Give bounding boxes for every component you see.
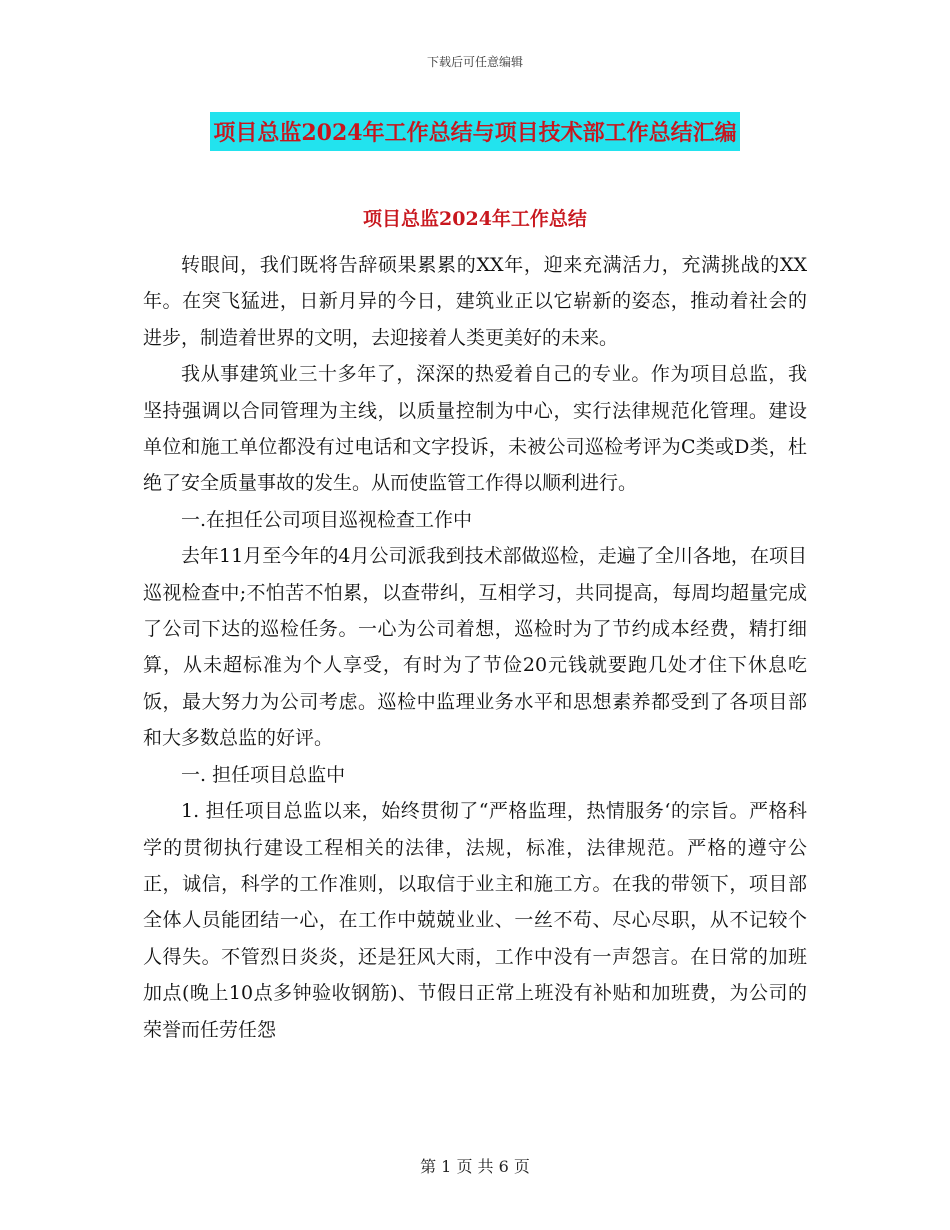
paragraph-director: 1. 担任项目总监以来，始终贯彻了“严格监理，热情服务‘的宗旨。严格科学的贯彻执行建设工程相关的法律，法规，标准，法律规范。严格的遵守公正，诚信，科学的工作准则，以取信于业主和施工方。在我的带领下，项目部全体人员能团结一心，在工作中兢兢业业、一丝不苟、尽心尽职，从不记较个人得失。不管烈日炎炎，还是狂风大雨，工作中没有一声怨言。在日常的加班加点(晚上10点多钟验收钢筋)、节假日正常上班没有补贴和加班费，为公司的荣誉而任劳任怨: [143, 800, 807, 1041]
paragraph-heading-inspection: 一.在担任公司项目巡视检查工作中: [181, 508, 473, 531]
paragraph-heading-director: 一. 担任项目总监中: [181, 763, 346, 786]
paragraph-inspection: 去年11月至今年的4月公司派我到技术部做巡检，走遍了全川各地，在项目巡视检查中;不怕苦不怕累，以查带纠，互相学习，共同提高，每周均超量完成了公司下达的巡检任务。一心为公司着想，巡检时为了节约成本经费，精打细算，从未超标准为个人享受，有时为了节俭20元钱就要跑几处才住下休息吃饭，最大努力为公司考虑。巡检中监理业务水平和思想素养都受到了各项目部和大多数总监的好评。: [143, 545, 807, 750]
document-title: 项目总监2024年工作总结与项目技术部工作总结汇编: [210, 112, 739, 151]
paragraph-intro: 转眼间，我们既将告辞硕果累累的XX年，迎来充满活力，充满挑战的XX年。在突飞猛进，日新月异的今日，建筑业正以它崭新的姿态，推动着社会的进步，制造着世界的文明，去迎接着人类更美好的未来。: [143, 254, 807, 349]
paragraph-experience: 我从事建筑业三十多年了，深深的热爱着自己的专业。作为项目总监，我坚持强调以合同管理为主线，以质量控制为中心，实行法律规范化管理。建设单位和施工单位都没有过电话和文字投诉，未被公司巡检考评为C类或D类，杜绝了安全质量事故的发生。从而使监管工作得以顺利进行。: [143, 363, 807, 495]
page-header-note: 下载后可任意编辑: [426, 55, 523, 69]
document-body: [143, 247, 807, 1048]
section-title: 项目总监2024年工作总结: [363, 208, 587, 230]
document-title-wrapper: [0, 112, 950, 151]
page-footer-page-number: 第 1 页 共 6 页: [420, 1157, 530, 1176]
